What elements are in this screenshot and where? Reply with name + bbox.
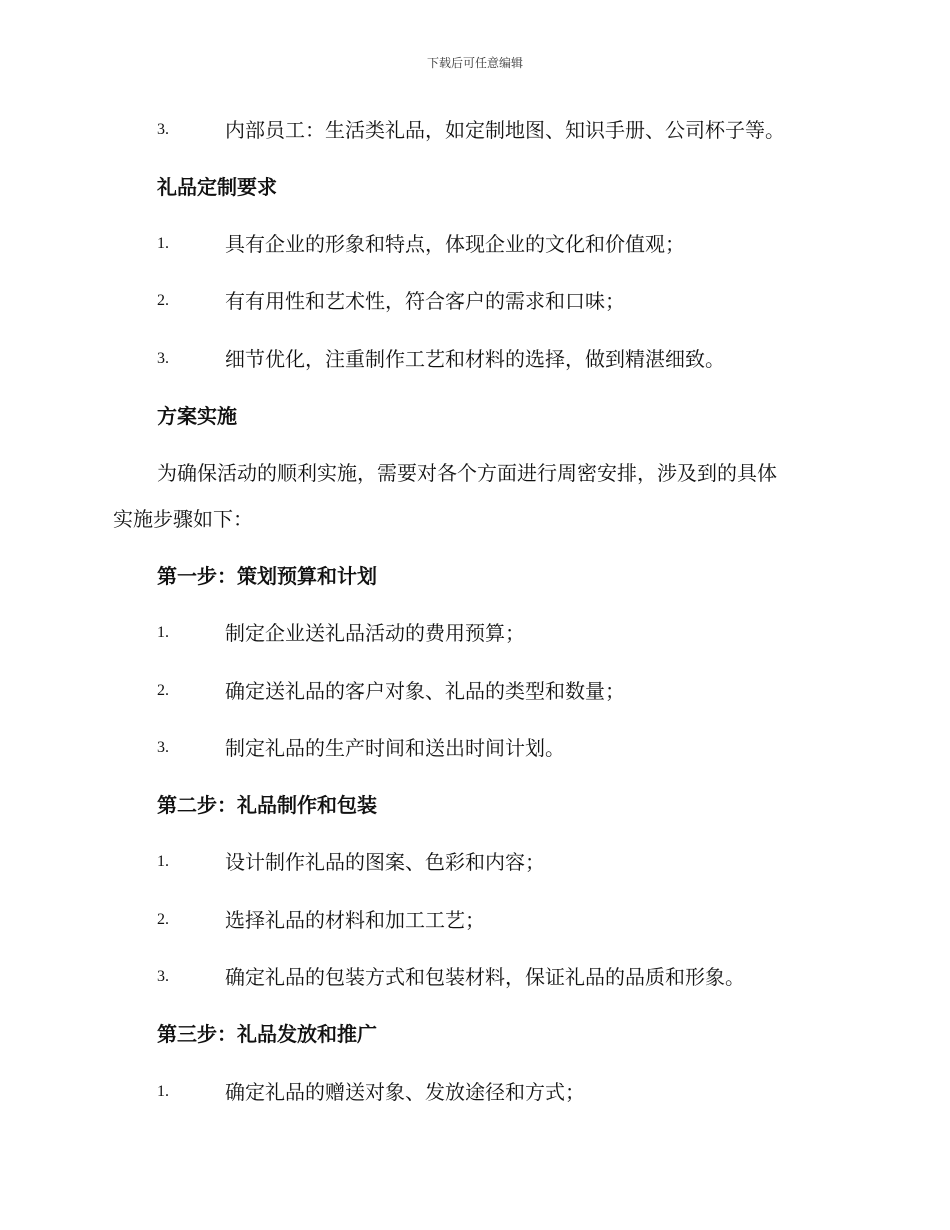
list-item: [0, 344, 950, 374]
list-item-text: 制定礼品的生产时间和送出时间计划。: [225, 736, 565, 760]
list-item-text: 设计制作礼品的图案、色彩和内容；: [225, 850, 545, 874]
list-item-text: 确定礼品的赠送对象、发放途径和方式；: [225, 1080, 585, 1104]
list-item-text: 确定送礼品的客户对象、礼品的类型和数量；: [225, 679, 625, 703]
list-number: 1.: [157, 235, 169, 252]
section-heading-text: 方案实施: [157, 404, 237, 428]
list-number: 1.: [157, 624, 169, 641]
list-number: 1.: [157, 1083, 169, 1100]
list-item: [0, 905, 950, 935]
list-item: [0, 676, 950, 706]
paragraph-line: [0, 458, 950, 488]
list-item: [0, 618, 950, 648]
section-heading: [0, 1019, 950, 1049]
list-item: [0, 115, 950, 145]
section-heading: [0, 172, 950, 202]
list-item-text: 选择礼品的材料和加工工艺；: [225, 908, 485, 932]
section-heading-text: 第三步：礼品发放和推广: [157, 1022, 377, 1046]
section-heading-text: 礼品定制要求: [157, 175, 277, 199]
list-item: [0, 1077, 950, 1107]
list-item-text: 内部员工：生活类礼品，如定制地图、知识手册、公司杯子等。: [225, 118, 785, 142]
section-heading-text: 第一步：策划预算和计划: [157, 564, 377, 588]
paragraph-text: 为确保活动的顺利实施，需要对各个方面进行周密安排，涉及到的具体: [157, 461, 777, 485]
list-number: 2.: [157, 682, 169, 699]
page-header: 下载后可任意编辑: [426, 56, 523, 70]
list-number: 3.: [157, 739, 169, 756]
list-item-text: 具有企业的形象和特点，体现企业的文化和价值观；: [225, 232, 685, 256]
section-heading: [0, 561, 950, 591]
list-item: [0, 286, 950, 316]
section-heading-text: 第二步：礼品制作和包装: [157, 793, 377, 817]
list-number: 3.: [157, 968, 169, 985]
list-item: [0, 847, 950, 877]
list-item-text: 制定企业送礼品活动的费用预算；: [225, 621, 525, 645]
section-heading: [0, 401, 950, 431]
list-number: 2.: [157, 292, 169, 309]
list-item-text: 细节优化，注重制作工艺和材料的选择，做到精湛细致。: [225, 347, 725, 371]
paragraph-text: 实施步骤如下：: [113, 507, 253, 531]
list-number: 2.: [157, 911, 169, 928]
list-item: [0, 229, 950, 259]
list-number: 3.: [157, 121, 169, 138]
paragraph-line: [0, 504, 950, 534]
list-item: [0, 733, 950, 763]
list-item-text: 有有用性和艺术性，符合客户的需求和口味；: [225, 289, 625, 313]
section-heading: [0, 790, 950, 820]
list-number: 1.: [157, 853, 169, 870]
list-item: [0, 962, 950, 992]
list-item-text: 确定礼品的包装方式和包装材料，保证礼品的品质和形象。: [225, 965, 745, 989]
list-number: 3.: [157, 350, 169, 367]
